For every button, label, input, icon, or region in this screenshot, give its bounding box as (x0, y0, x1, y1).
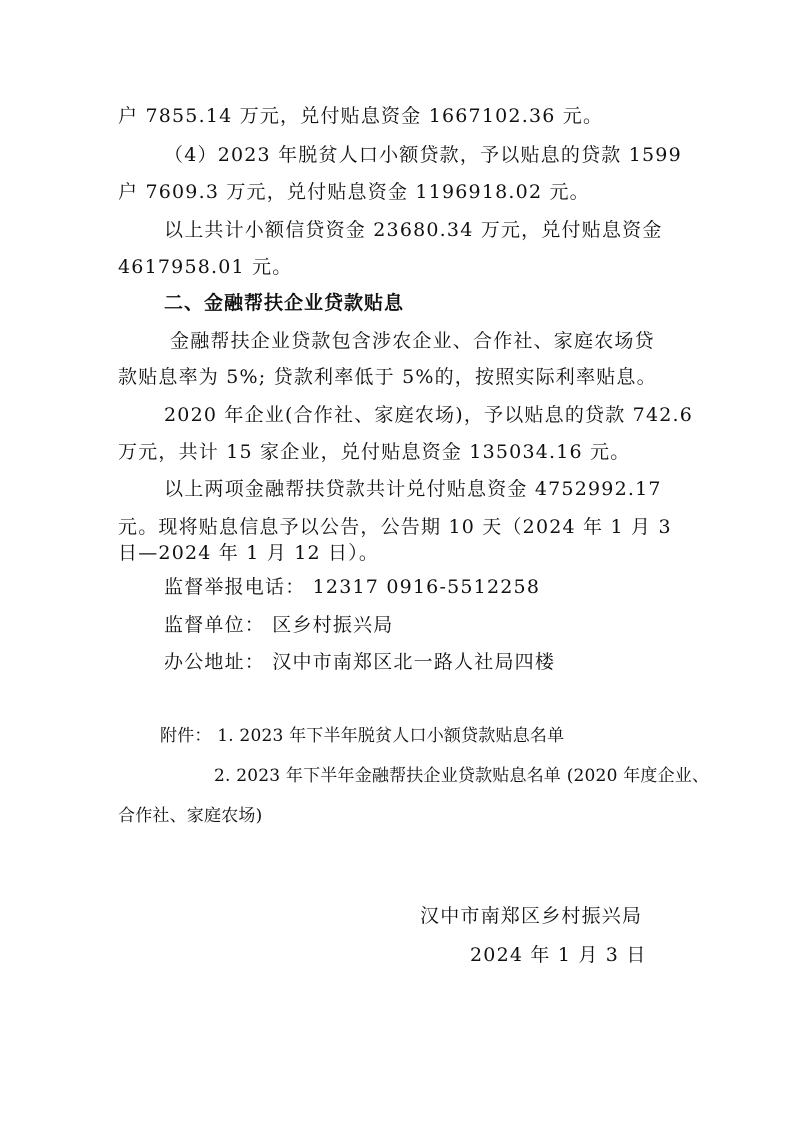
signature-org: 汉中市南郑区乡村振兴局 (420, 905, 643, 927)
attachment-2: 2. 2023 年下半年金融帮扶企业贷款贴息名单 (2020 年度企业、 (214, 766, 710, 786)
text-line: （4）2023 年脱贫人口小额贷款，予以贴息的贷款 1599 (164, 144, 682, 166)
attachment-2-continued: 合作社、家庭农场) (118, 806, 263, 826)
text-line: 元。现将贴息信息予以公告，公告期 10 天（2024 年 1 月 3 (118, 516, 672, 538)
hotline-line: 监督举报电话： 12317 0916-5512258 (164, 576, 541, 598)
text-line: 金融帮扶企业贷款包含涉农企业、合作社、家庭农场贷 (170, 330, 655, 352)
text-line: 万元，共计 15 家企业，兑付贴息资金 135034.16 元。 (118, 441, 631, 463)
text-line: 户 7855.14 万元，兑付贴息资金 1667102.36 元。 (118, 105, 604, 127)
signature-date: 2024 年 1 月 3 日 (470, 944, 647, 966)
supervisor-line: 监督单位： 区乡村振兴局 (164, 614, 394, 636)
attachment-1: 附件： 1. 2023 年下半年脱贫人口小额贷款贴息名单 (160, 726, 565, 746)
text-line: 以上共计小额信贷资金 23680.34 万元，兑付贴息资金 (164, 219, 663, 241)
text-line: 4617958.01 元。 (118, 256, 293, 278)
section-heading: 二、金融帮扶企业贷款贴息 (164, 292, 405, 314)
text-line: 日—2024 年 1 月 12 日）。 (118, 542, 380, 564)
text-line: 以上两项金融帮扶贷款共计兑付贴息资金 4752992.17 (164, 478, 662, 500)
address-line: 办公地址： 汉中市南郑区北一路人社局四楼 (164, 651, 556, 673)
text-line: 2020 年企业(合作社、家庭农场)，予以贴息的贷款 742.6 (164, 404, 694, 426)
text-line: 户 7609.3 万元，兑付贴息资金 1196918.02 元。 (118, 181, 590, 203)
text-line: 款贴息率为 5%; 贷款利率低于 5%的，按照实际利率贴息。 (118, 366, 657, 388)
